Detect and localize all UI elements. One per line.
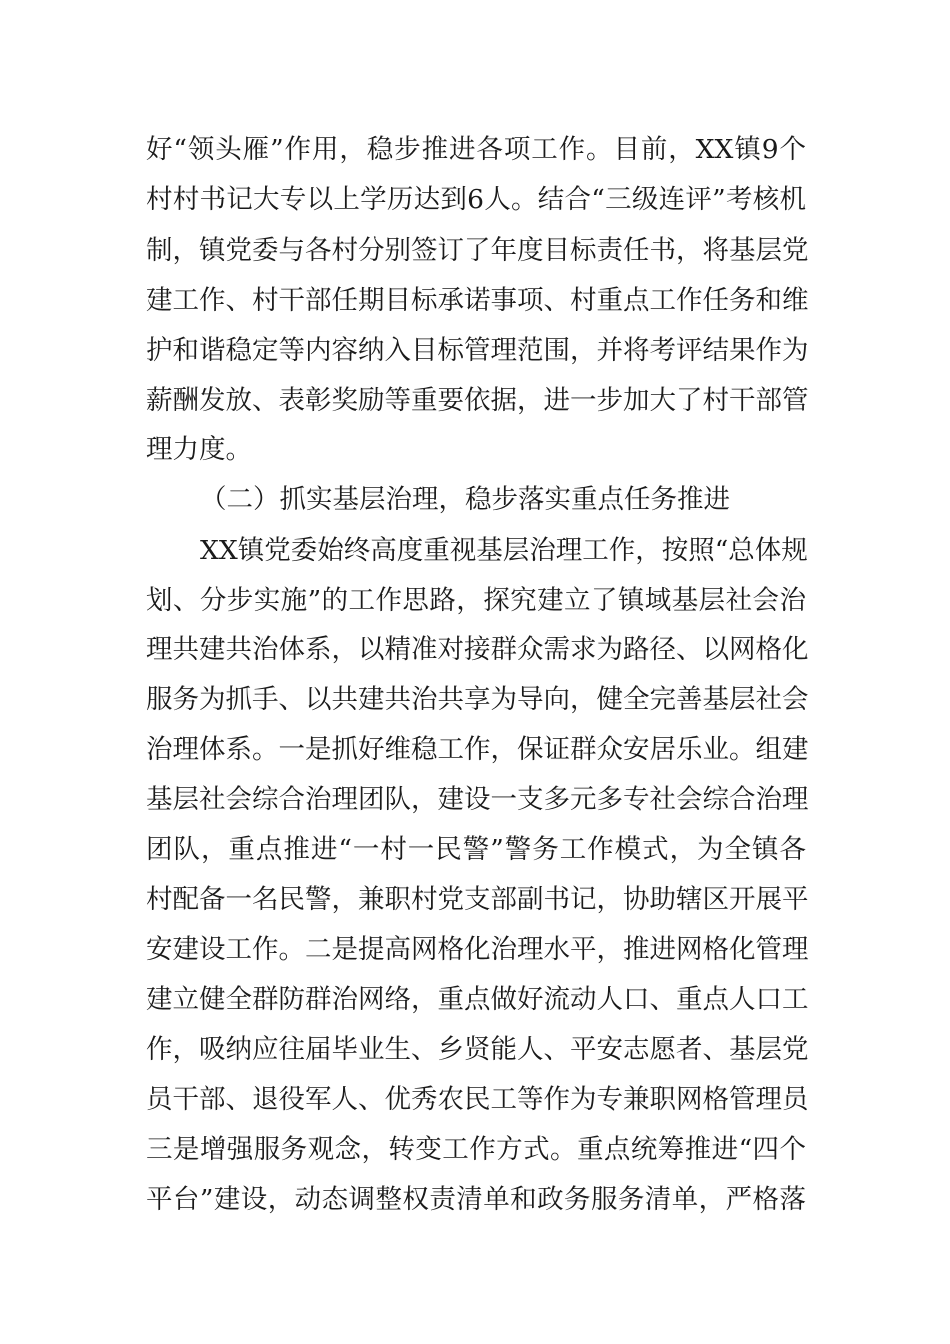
paragraph-line: 好“领头雁”作用，稳步推进各项工作。目前，XX镇9个 <box>146 134 806 165</box>
paragraph-line: 平台”建设，动态调整权责清单和政务服务清单，严格落 <box>146 1184 806 1215</box>
paragraph-line: 三是增强服务观念，转变工作方式。重点统筹推进“四个 <box>146 1134 806 1165</box>
paragraph-line: 制，镇党委与各村分别签订了年度目标责任书，将基层党 <box>146 235 809 266</box>
paragraph-line: 治理体系。一是抓好维稳工作，保证群众安居乐业。组建 <box>146 734 809 765</box>
paragraph-line: 安建设工作。二是提高网格化治理水平，推进网格化管理 <box>146 934 809 965</box>
paragraph-line: 作，吸纳应往届毕业生、乡贤能人、平安志愿者、基层党 <box>146 1034 809 1065</box>
paragraph-line: 理共建共治体系，以精准对接群众需求为路径、以网格化 <box>146 634 809 665</box>
paragraph-line: 基层社会综合治理团队，建设一支多元多专社会综合治理 <box>146 784 809 815</box>
paragraph-line: 员干部、退役军人、优秀农民工等作为专兼职网格管理员 <box>146 1084 809 1115</box>
paragraph-line: 团队，重点推进“一村一民警”警务工作模式，为全镇各 <box>146 834 806 865</box>
paragraph-line: 服务为抓手、以共建共治共享为导向，健全完善基层社会 <box>146 684 809 715</box>
paragraph-line: 划、分步实施”的工作思路，探究建立了镇域基层社会治 <box>146 585 806 616</box>
paragraph-line: 建工作、村干部任期目标承诺事项、村重点工作任务和维 <box>146 285 809 316</box>
paragraph-line: 建立健全群防群治网络，重点做好流动人口、重点人口工 <box>146 984 809 1015</box>
paragraph-line: 村配备一名民警，兼职村党支部副书记，协助辖区开展平 <box>146 884 809 915</box>
paragraph-line: XX镇党委始终高度重视基层治理工作，按照“总体规 <box>200 535 808 566</box>
paragraph-line: 理力度。 <box>146 434 252 465</box>
section-heading: （二）抓实基层治理，稳步落实重点任务推进 <box>200 484 730 515</box>
paragraph-line: 护和谐稳定等内容纳入目标管理范围，并将考评结果作为 <box>146 335 809 366</box>
paragraph-line: 薪酬发放、表彰奖励等重要依据，进一步加大了村干部管 <box>146 385 809 416</box>
paragraph-line: 村村书记大专以上学历达到6人。结合“三级连评”考核机 <box>146 184 806 215</box>
